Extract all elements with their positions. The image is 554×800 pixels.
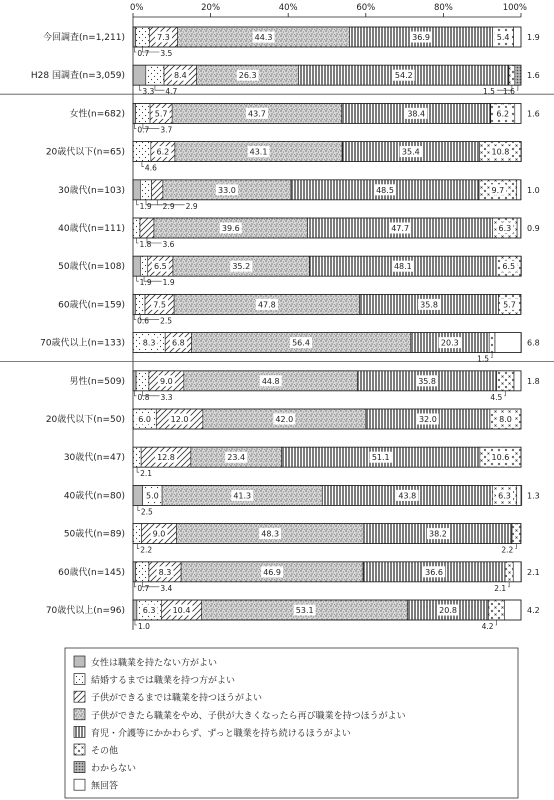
no-answer-value: 1.8 — [527, 376, 540, 386]
legend-label: 子供ができるまでは職業を持つほうがよい — [91, 693, 263, 704]
leader-line — [504, 391, 505, 396]
bar-segment — [515, 65, 521, 85]
leader-line — [134, 582, 136, 587]
value-label: 9.7 — [491, 185, 505, 195]
value-label: 5.4 — [496, 33, 510, 42]
value-label: 0.7 — [137, 125, 150, 135]
value-label: 48.1 — [393, 262, 412, 272]
value-label: 1.0 — [137, 622, 150, 631]
bar-segment — [135, 294, 145, 314]
value-label: 3.4 — [160, 583, 173, 593]
leader-line — [491, 353, 492, 358]
bar-segment — [497, 371, 514, 391]
category-label: 40歳代(n=80) — [63, 491, 125, 502]
category-label: 60歳代(n=145) — [58, 567, 125, 578]
leader-line — [517, 85, 518, 90]
value-label: 35.4 — [401, 147, 420, 157]
value-label: 6.0 — [138, 415, 152, 424]
value-label: 8.0 — [499, 415, 512, 424]
value-label: 36.9 — [412, 33, 430, 42]
value-label: 8.3 — [158, 567, 172, 577]
bar-segment — [512, 524, 521, 544]
legend-swatch — [74, 726, 85, 737]
bar-segment — [136, 562, 149, 582]
value-label: 2.9 — [162, 201, 175, 211]
legend-label: 無回答 — [91, 781, 119, 792]
bar-segment — [140, 256, 147, 276]
leader-line — [139, 85, 141, 90]
no-answer-value: 4.2 — [527, 606, 540, 615]
value-label: 56.4 — [292, 338, 310, 348]
dont-know-value: 1.6 — [527, 71, 540, 81]
leader-line — [136, 238, 138, 243]
legend-label: 女性は職業を持たない方がよい — [91, 658, 218, 669]
value-label: 0.7 — [137, 583, 150, 593]
value-label: 54.2 — [394, 71, 413, 81]
value-label: 43.1 — [249, 147, 268, 157]
value-label: 35.8 — [420, 300, 438, 310]
value-label: 9.0 — [152, 529, 166, 539]
value-label: 1.9 — [139, 201, 152, 211]
value-label: 6.3 — [498, 224, 512, 233]
value-label: 3.7 — [160, 125, 173, 135]
bar-segment — [133, 218, 140, 238]
value-label: 10.6 — [491, 453, 510, 463]
leader-line — [134, 314, 136, 319]
bar-segment — [146, 65, 164, 85]
value-label: 43.8 — [398, 491, 417, 501]
value-label: 6.8 — [172, 338, 185, 348]
value-label: 6.2 — [496, 109, 510, 119]
bar-segment — [517, 218, 520, 238]
bar-segment — [133, 600, 137, 620]
value-label: 7.3 — [157, 33, 170, 42]
bar-segment — [133, 103, 136, 123]
bar-segment — [133, 524, 142, 544]
bar-segment — [509, 65, 515, 85]
value-label: 5.0 — [146, 491, 159, 501]
legend — [65, 648, 518, 798]
value-label: 2.5 — [140, 507, 153, 517]
value-label: 6.5 — [153, 262, 167, 272]
value-label: 1.8 — [139, 240, 152, 249]
value-label: 6.3 — [142, 606, 156, 615]
no-answer-value: 0.9 — [527, 224, 540, 233]
value-label: 47.7 — [391, 224, 410, 233]
value-label: 2.2 — [501, 545, 514, 555]
leader-line — [137, 467, 139, 472]
bar-segment — [514, 371, 521, 391]
no-answer-value: 1.3 — [527, 491, 540, 501]
bar-segment — [133, 447, 141, 467]
value-label: 53.1 — [295, 606, 314, 615]
bar-segment — [513, 562, 521, 582]
value-label: 6.5 — [502, 262, 516, 272]
no-answer-value: 1.9 — [527, 33, 540, 42]
category-label: 60歳代(n=159) — [58, 300, 125, 311]
category-label: 女性(n=682) — [69, 109, 125, 120]
legend-swatch — [74, 656, 85, 667]
bar-segment — [133, 371, 136, 391]
no-answer-value: 1.6 — [527, 109, 540, 119]
value-label: 12.8 — [157, 453, 175, 463]
value-label: 6.3 — [498, 491, 511, 501]
category-label: 30歳代(n=47) — [63, 453, 125, 464]
value-label: 43.7 — [248, 109, 266, 119]
category-label: 男性(n=509) — [69, 376, 125, 387]
category-label: 20歳代以下(n=50) — [45, 415, 125, 425]
value-label: 32.0 — [418, 415, 437, 424]
bar-segment — [517, 180, 521, 200]
value-label: 3.6 — [162, 240, 175, 249]
bar-segment — [495, 333, 521, 353]
legend-swatch — [74, 744, 85, 755]
legend-label: 結婚するまでは職業を持つ方がよい — [91, 676, 236, 687]
category-label: 70歳代以上(n=133) — [40, 338, 125, 349]
value-label: 3.5 — [160, 49, 173, 58]
value-label: 44.8 — [261, 376, 280, 386]
x-tick-label: 80% — [433, 3, 453, 13]
value-label: 2.2 — [140, 545, 153, 555]
value-label: 5.7 — [154, 109, 168, 119]
leader-line — [134, 123, 136, 128]
legend-swatch — [74, 779, 85, 790]
category-label: 30歳代(n=103) — [58, 185, 125, 196]
legend-box — [65, 648, 518, 798]
bar-segment — [133, 180, 140, 200]
value-label: 1.6 — [502, 87, 515, 97]
value-label: 46.9 — [263, 567, 282, 577]
x-tick-label: 0% — [130, 3, 144, 13]
legend-label: その他 — [91, 746, 119, 757]
bar-segment — [152, 180, 163, 200]
value-label: 39.6 — [221, 224, 240, 233]
bar-segment — [140, 218, 154, 238]
value-label: 51.1 — [371, 453, 390, 463]
value-label: 44.3 — [254, 33, 273, 42]
leader-line — [137, 544, 139, 549]
legend-swatch — [74, 762, 85, 773]
bar-segment — [140, 180, 151, 200]
value-label: 2.9 — [185, 201, 198, 211]
bar-segment — [133, 562, 136, 582]
value-label: 4.2 — [481, 622, 494, 631]
value-label: 8.4 — [173, 71, 187, 81]
value-label: 2.1 — [494, 583, 507, 593]
value-label: 1.5 — [477, 354, 490, 364]
leader-line — [508, 582, 509, 587]
value-label: 5.7 — [503, 300, 516, 310]
bar-segment — [133, 485, 143, 505]
bar-segment — [505, 562, 513, 582]
bar-segment — [136, 371, 149, 391]
bar-segment — [515, 103, 521, 123]
leader-line — [155, 85, 164, 90]
category-label: 40歳代(n=111) — [58, 224, 125, 234]
legend-swatch — [74, 674, 85, 685]
value-label: 6.2 — [156, 147, 170, 157]
legend-label: 育児・介護等にかかわらず、ずっと職業を持ち続けるほうがよい — [91, 728, 351, 739]
leader-line — [138, 505, 140, 510]
x-tick-label: 100% — [502, 3, 527, 13]
bar-segment — [514, 27, 521, 47]
value-label: 1.9 — [139, 278, 152, 288]
legend-label: わからない — [91, 764, 137, 775]
bar-segment — [133, 142, 151, 162]
bar-segment — [505, 600, 521, 620]
value-label: 7.5 — [153, 300, 166, 310]
x-tick-label: 20% — [201, 3, 221, 13]
value-label: 0.7 — [137, 49, 150, 58]
value-label: 2.1 — [140, 469, 153, 479]
value-label: 20.3 — [440, 338, 459, 348]
category-label: 今回調査(n=1,211) — [42, 33, 125, 43]
value-label: 42.0 — [275, 415, 294, 424]
value-label: 0.6 — [137, 316, 150, 326]
value-label: 23.4 — [227, 453, 246, 463]
value-label: 48.3 — [261, 529, 280, 539]
value-label: 4.5 — [490, 392, 503, 402]
category-label: 50歳代(n=108) — [58, 262, 125, 273]
value-label: 12.0 — [170, 415, 189, 424]
leader-line — [142, 162, 144, 167]
value-label: 10.4 — [172, 606, 191, 615]
category-label: 50歳代(n=89) — [63, 529, 125, 540]
value-label: 35.2 — [232, 262, 251, 272]
value-label: 2.5 — [160, 316, 173, 326]
value-label: 20.8 — [439, 606, 457, 615]
value-label: 0.8 — [137, 392, 150, 402]
leader-line — [135, 391, 137, 396]
leader-line — [135, 620, 137, 625]
no-answer-value: 6.8 — [527, 338, 540, 348]
bar-segment — [133, 65, 146, 85]
category-label: 70歳代以上(n=96) — [45, 606, 125, 616]
value-label: 41.3 — [233, 491, 252, 501]
value-label: 3.3 — [160, 392, 173, 402]
value-label: 10.8 — [491, 147, 510, 157]
value-label: 38.2 — [429, 529, 447, 539]
x-tick-label: 60% — [356, 3, 376, 13]
legend-swatch — [74, 691, 85, 702]
value-label: 8.3 — [142, 338, 156, 348]
value-label: 26.3 — [238, 71, 257, 81]
x-tick-label: 40% — [278, 3, 298, 13]
value-label: 47.8 — [257, 300, 276, 310]
bar-segment — [133, 27, 136, 47]
value-label: 36.6 — [425, 567, 443, 577]
leader-line — [515, 544, 516, 549]
leader-line — [137, 200, 139, 205]
leader-line — [134, 47, 136, 52]
legend-label: 子供ができたら職業をやめ、子供が大きくなったら再び職業を持つほうがよい — [91, 711, 406, 722]
bars — [133, 27, 522, 620]
value-label: 9.0 — [160, 376, 173, 386]
value-label: 1.5 — [482, 87, 495, 97]
value-label: 4.7 — [165, 87, 178, 97]
no-answer-value: 2.1 — [527, 567, 540, 577]
value-label: 48.5 — [376, 185, 394, 195]
bar-segment — [133, 256, 140, 276]
value-label: 4.6 — [144, 163, 157, 173]
category-label: H28 国調査(n=3,059) — [30, 71, 125, 82]
leader-line — [137, 276, 139, 281]
value-label: 3.3 — [142, 87, 155, 97]
value-label: 35.8 — [418, 376, 437, 386]
value-label: 1.9 — [162, 278, 175, 288]
value-label: 38.4 — [407, 109, 426, 119]
bar-segment — [136, 27, 150, 47]
leader-line — [496, 620, 497, 625]
bar-segment — [136, 103, 150, 123]
value-label: 33.0 — [217, 185, 236, 195]
no-answer-value: 1.0 — [527, 185, 540, 195]
category-label: 20歳代以下(n=65) — [45, 147, 125, 158]
legend-swatch — [74, 709, 85, 720]
bar-segment — [489, 333, 495, 353]
bar-segment — [488, 600, 504, 620]
